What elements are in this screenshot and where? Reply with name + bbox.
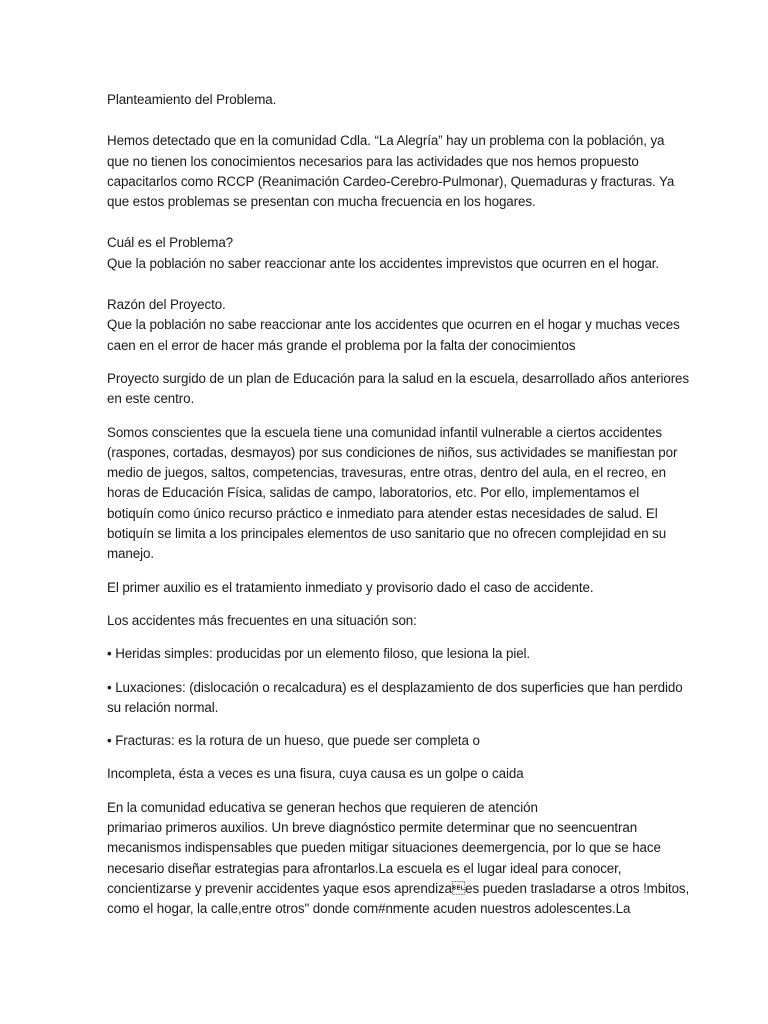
- text-line: capacitarlos como RCCP (Reanimación Cardeo-Cerebro-Pulmonar), Quemaduras y fracturas. Ya: [107, 173, 675, 189]
- text-line: botiquín como único recurso práctico e inmediato para atender estas necesidades de salud. El: [107, 505, 658, 521]
- bullet-luxaciones: [107, 678, 683, 719]
- text-line: como el hogar, la calle,entre otros" donde com#nmente acuden nuestros adolescentes.La: [107, 901, 631, 917]
- text-line: Que la población no sabe reaccionar ante los accidentes que ocurren en el hogar y muchas veces: [107, 317, 680, 333]
- reason-heading: Razón del Proyecto.: [107, 297, 226, 313]
- intro-paragraph: [107, 131, 675, 212]
- text-line: primariao primeros auxilios. Un breve diagnóstico permite determinar que no seencuentran: [107, 820, 638, 836]
- text-line: Que la población no saber reaccionar ante los accidentes imprevistos que ocurren en el hogar.: [107, 255, 659, 271]
- problem-section: [107, 233, 668, 274]
- text-line: En la comunidad educativa se generan hechos que requieren de atención: [107, 799, 538, 815]
- text-line: que estos problemas se presentan con mucha frecuencia en los hogares.: [107, 194, 536, 210]
- text-line: en este centro.: [107, 391, 195, 407]
- bullet-heridas: • Heridas simples: producidas por un elemento filoso, que lesiona la piel.: [107, 646, 531, 662]
- text-line: manejo.: [107, 546, 154, 562]
- document-title: Planteamiento del Problema.: [107, 92, 277, 107]
- text-line: • Luxaciones: (dislocación o recalcadura) es el desplazamiento de dos superficies que han perdido: [107, 679, 683, 695]
- text-line: mecanismos indispensables que pueden mitigar situaciones deemergencia, por lo que se hace: [107, 840, 661, 856]
- first-aid-paragraph: El primer auxilio es el tratamiento inmediato y provisorio dado el caso de accidente.: [107, 579, 594, 595]
- text-line: concientizarse y prevenir accidentes yaque esos aprendizaes pueden trasladarse a otros !mbitos,: [107, 880, 690, 896]
- problem-heading: Cuál es el Problema?: [107, 235, 234, 251]
- text-line: Hemos detectado que en la comunidad Cdla. “La Alegría” hay un problema con la población, ya: [107, 133, 665, 149]
- text-line: medio de juegos, saltos, competencias, travesuras, entre otras, dentro del aula, en el recreo, en: [107, 465, 666, 481]
- text-line: necesario diseñar estrategias para afrontarlos.La escuela es el lugar ideal para conocer,: [107, 860, 622, 876]
- text-line: caen en el error de hacer más grande el problema por la falta der conocimientos: [107, 337, 576, 353]
- text-line: su relación normal.: [107, 699, 219, 715]
- text-line: Somos conscientes que la escuela tiene una comunidad infantil vulnerable a ciertos accidentes: [107, 424, 662, 440]
- incomplete-paragraph: Incompleta, ésta a veces es una fisura, cuya causa es un golpe o caida: [107, 766, 524, 782]
- text-line: (raspones, cortadas, desmayos) por sus condiciones de niños, sus actividades se manifiestan por: [107, 444, 678, 460]
- text-line: Proyecto surgido de un plan de Educación para la salud en la escuela, desarrollado años anteriores: [107, 370, 690, 386]
- reason-section: [107, 295, 680, 356]
- frequent-accidents-intro: Los accidentes más frecuentes en una situación son:: [107, 612, 417, 628]
- text-line: que no tienen los conocimientos necesarios para las actividades que nos hemos propuesto: [107, 153, 639, 169]
- origin-paragraph: [107, 369, 690, 410]
- text-line: botiquín se limita a los principales elementos de uso sanitario que no ofrecen complejidad en su: [107, 526, 667, 542]
- community-paragraph: [107, 798, 690, 920]
- awareness-paragraph: [107, 423, 678, 565]
- bullet-fracturas: • Fracturas: es la rotura de un hueso, que puede ser completa o: [107, 733, 480, 749]
- text-line: horas de Educación Física, salidas de campo, laboratorios, etc. Por ello, implementamos el: [107, 485, 640, 501]
